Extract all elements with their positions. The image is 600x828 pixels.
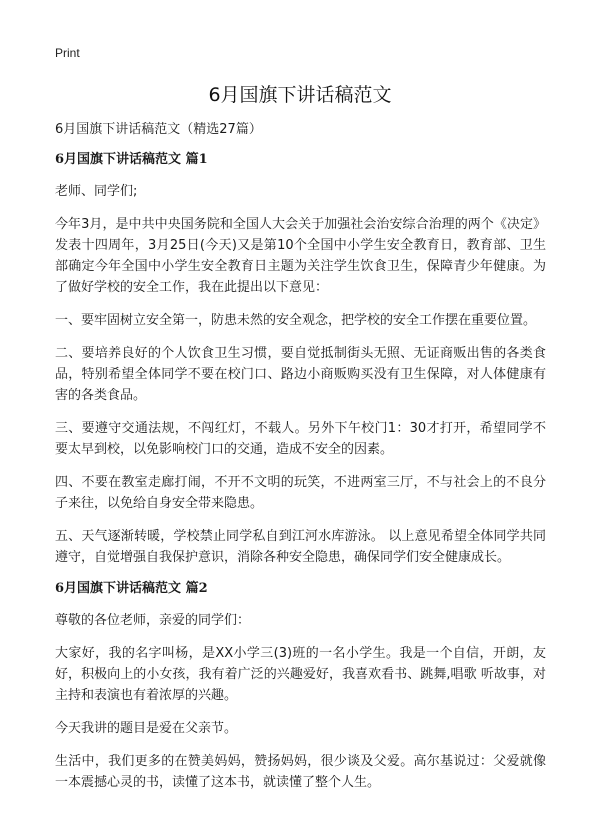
- paragraph: 三、要遵守交通法规，不闯红灯，不载人。另外下午校门1：30才打开，希望同学不要太早到校，以免影响校门口的交通，造成不安全的因素。: [55, 421, 546, 457]
- paragraph: 五、天气逐渐转暖，学校禁止同学私自到江河水库游泳。 以上意见希望全体同学共同遵守，自觉增强自我保护意识，消除各种安全隐患，确保同学们安全健康成长。: [55, 529, 546, 565]
- document-subtitle: 6月国旗下讲话稿范文（精选27篇）: [55, 122, 262, 137]
- paragraph: 今年3月，是中共中央国务院和全国人大会关于加强社会治安综合治理的两个《决定》发表十四周年，3月25日(今天)又是第10个全国中小学生安全教育日，教育部、卫生部确定今年全国中小学生安全教育日主题为关注学生饮食卫生，保障青少年健康。为了做好学校的安全工作，我在此提出以下意见：: [55, 217, 546, 295]
- paragraph: 大家好，我的名字叫杨，是XX小学三(3)班的一名小学生。我是一个自信，开朗，友好，积极向上的小女孩，我有着广泛的兴趣爱好，我喜欢看书、跳舞,唱歌 听故事，对主持和表演也有着浓厚的兴趣。: [55, 646, 546, 703]
- paragraph: 二、要培养良好的个人饮食卫生习惯，要自觉抵制街头无照、无证商贩出售的各类食品，特别希望全体同学不要在校门口、路边小商贩购买没有卫生保障，对人体健康有害的各类食品。: [55, 346, 546, 403]
- paragraph: 今天我讲的题目是爱在父亲节。: [55, 721, 238, 736]
- section-heading: 6月国旗下讲话稿范文 篇2: [55, 581, 208, 596]
- paragraph: 生活中，我们更多的在赞美妈妈，赞扬妈妈，很少谈及父爱。高尔基说过：父爱就像一本震撼心灵的书，读懂了这本书，就读懂了整个人生。: [55, 754, 546, 790]
- document-body: [55, 121, 546, 805]
- document-title: 6月国旗下讲话稿范文: [208, 84, 392, 106]
- section-heading: 6月国旗下讲话稿范文 篇1: [55, 152, 208, 167]
- paragraph: 四、不要在教室走廊打闹，不开不文明的玩笑，不进两室三厅，不与社会上的不良分子来往，以免给自身安全带来隐患。: [55, 475, 546, 511]
- paragraph: 尊敬的各位老师，亲爱的同学们：: [55, 613, 251, 628]
- print-label: Print: [55, 46, 80, 60]
- paragraph: 老师、同学们;: [55, 184, 138, 199]
- paragraph: 一、要牢固树立安全第一，防患未然的安全观念，把学校的安全工作摆在重要位置。: [55, 313, 537, 328]
